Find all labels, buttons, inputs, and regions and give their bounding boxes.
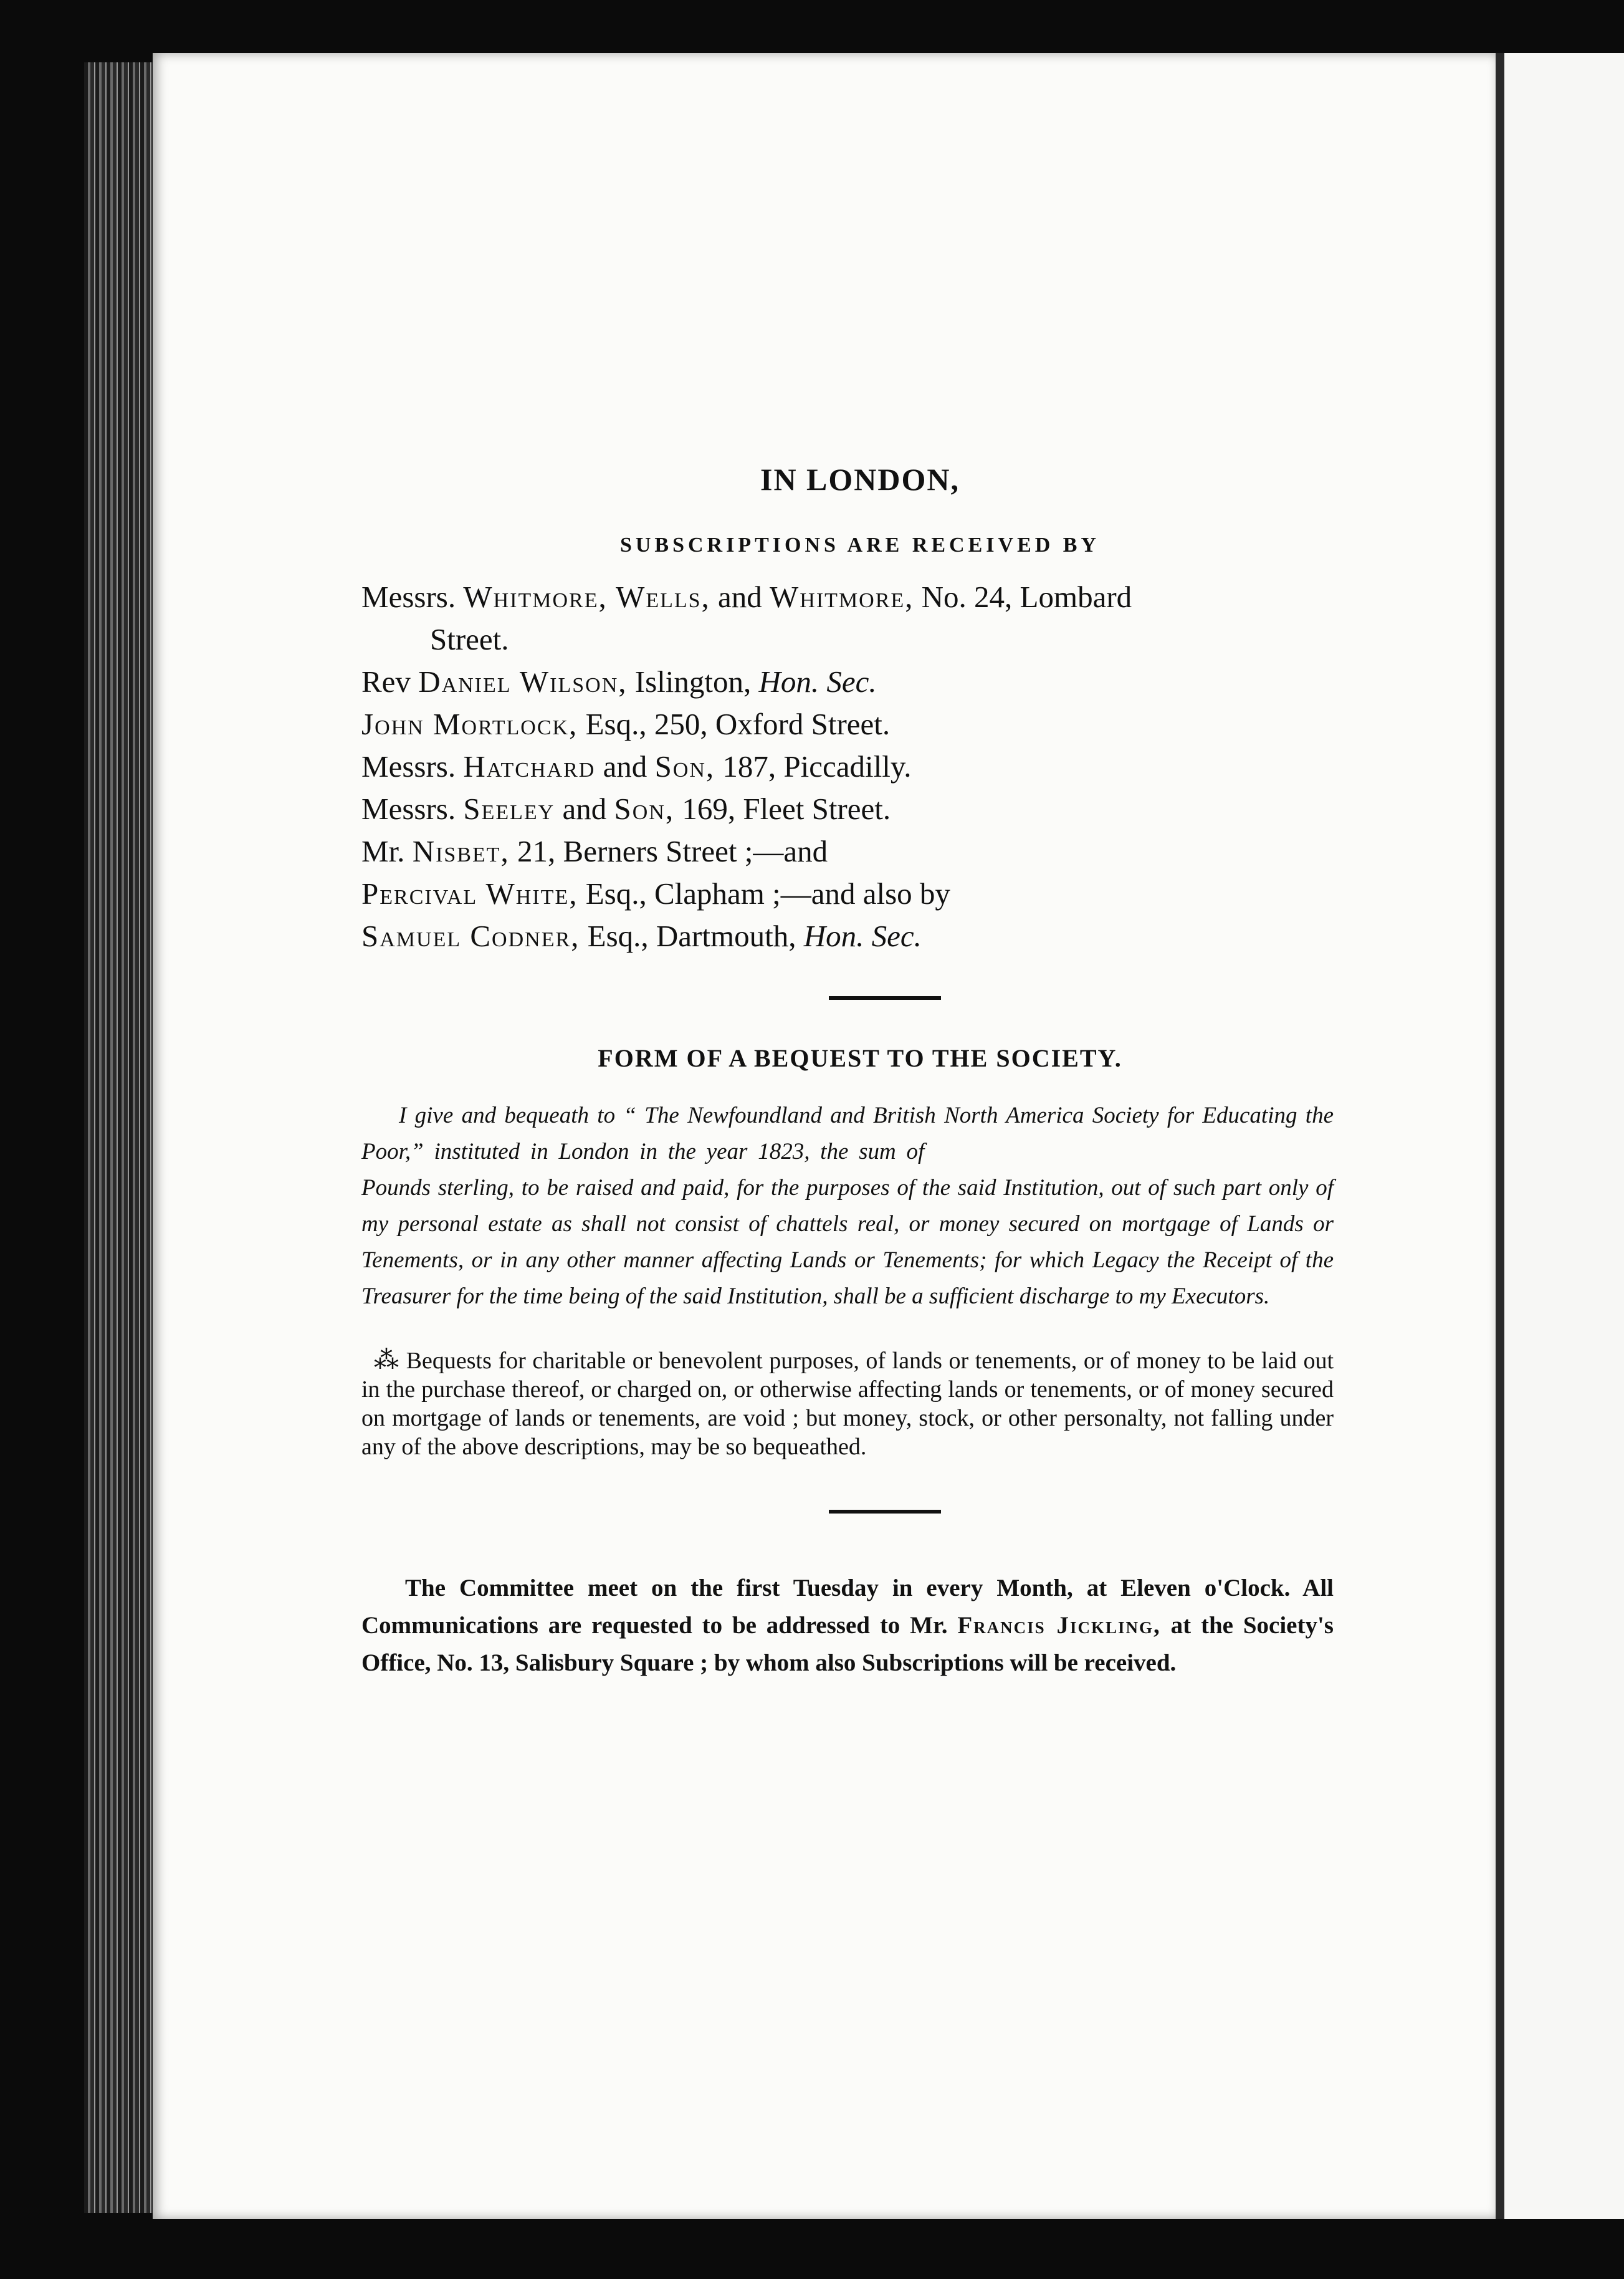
agent-line: Mr. Nisbet, 21, Berners Street ;—and [361, 834, 828, 868]
asterism-mark: ⁂ [374, 1346, 400, 1374]
bequest-form-text: I give and bequeath to “ The Newfoundland and British North America Society for Educating the Poor,” instituted in London in the year 1823, the sum of Pounds sterling, to be raised and paid, for the purposes of the said Institution, out of such part only of my personal estate as shall not consist of chattels real, or money secured on mortgage of Lands or Tenements, or in any other manner affecting Lands or Tenements; for which Legacy the Receipt of the Treasurer for the time being of the said Institution, shall be a sufficient discharge to my Executors. [361, 1103, 1334, 1309]
subscriptions-heading: SUBSCRIPTIONS ARE RECEIVED BY [619, 534, 1101, 557]
agent-line: John Mortlock, Esq., 250, Oxford Street. [361, 707, 891, 741]
section-divider-rule [829, 996, 941, 1000]
agent-line: Messrs. Whitmore, Wells, and Whitmore, No. 24, Lombard [361, 580, 1132, 614]
agent-line: Percival White, Esq., Clapham ;—and also by [361, 876, 950, 911]
page-content [361, 461, 1334, 1682]
committee-notice: The Committee meet on the first Tuesday in every Month, at Eleven o'Clock. All Communications are requested to be addressed to Mr. Francis Jickling, at the Society's Office, No. 13, Salisbury Square ; by whom also Subscriptions will be received. [361, 1575, 1334, 1676]
agent-line-continuation: Street. [430, 622, 509, 656]
agent-line: Messrs. Seeley and Son, 169, Fleet Street. [361, 792, 891, 826]
agent-line: Rev Daniel Wilson, Islington, Hon. Sec. [361, 665, 877, 699]
bequest-legal-note: ⁂ Bequests for charitable or benevolent purposes, of lands or tenements, or of money to be laid out in the purchase thereof, or charged on, or otherwise affecting lands or tenements, or of money secured on mortgage of lands or tenements, are void ; but money, stock, or other personalty, not falling under any of the above descriptions, may be so bequeathed. [361, 1346, 1334, 1460]
agent-line: Samuel Codner, Esq., Dartmouth, Hon. Sec. [361, 919, 922, 953]
agents-list [361, 576, 1334, 957]
bequest-heading: FORM OF A BEQUEST TO THE SOCIETY. [598, 1044, 1122, 1072]
book-spine-edge [84, 62, 159, 2213]
section-divider-rule [829, 1510, 941, 1514]
agent-line: Messrs. Hatchard and Son, 187, Piccadilly. [361, 749, 912, 784]
facing-page-edge [1496, 53, 1624, 2219]
heading-in-london: IN LONDON, [760, 462, 960, 497]
